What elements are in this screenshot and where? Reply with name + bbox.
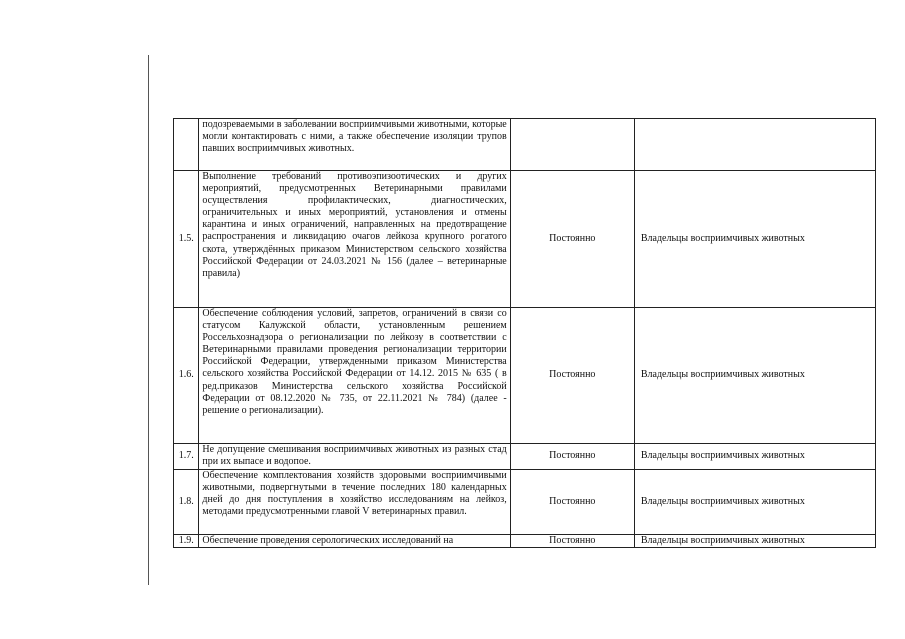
measure-text: подозреваемыми в заболевании восприимчивыми животными, которые могли контактировать с ними, а также обеспечение изоляции трупов павших восприимчивых животных. <box>199 119 510 171</box>
measure-text: Обеспечение проведения серологических исследований на <box>199 535 510 548</box>
term-cell: Постоянно <box>510 470 634 535</box>
row-number: 1.6. <box>174 308 199 444</box>
table-row <box>174 308 876 444</box>
row-number: 1.5. <box>174 171 199 308</box>
term-cell: Постоянно <box>510 444 634 470</box>
term-cell: Постоянно <box>510 171 634 308</box>
responsible-cell: Владельцы восприимчивых животных <box>634 308 875 444</box>
responsible-cell <box>634 119 875 171</box>
table-row <box>174 444 876 470</box>
measure-text: Обеспечение комплектования хозяйств здоровыми восприимчивыми животными, подвергнутыми в течение последних 180 календарных дней до дня поступления в хозяйство исследованиям на лейкоз, методами предусмотренными главой V ветеринарных правил. <box>199 470 510 535</box>
row-number: 1.8. <box>174 470 199 535</box>
term-cell: Постоянно <box>510 535 634 548</box>
table-row <box>174 171 876 308</box>
term-cell: Постоянно <box>510 308 634 444</box>
responsible-cell: Владельцы восприимчивых животных <box>634 171 875 308</box>
row-number: 1.7. <box>174 444 199 470</box>
row-number <box>174 119 199 171</box>
measure-text: Не допущение смешивания восприимчивых животных из разных стад при их выпасе и водопое. <box>199 444 510 470</box>
responsible-cell: Владельцы восприимчивых животных <box>634 470 875 535</box>
measure-text: Обеспечение соблюдения условий, запретов, ограничений в связи со статусом Калужской области, установленным решением Россельхознадзора о регионализации по лейкозу в соответствии с Ветеринарными правилами проведения регионализации территории Российской Федерации, утвержденными приказом Министерства сельского хозяйства Российской Федерации от 14.12. 2015 № 635 ( в ред.приказов Министерства сельского хозяйства Российской Федерации от 08.12.2020 № 735, от 22.11.2021 № 784) (далее - решение о регионализации). <box>199 308 510 444</box>
measure-text: Выполнение требований противоэпизоотических и других мероприятий, предусмотренных Ветеринарными правилами осуществления профилактических, диагностических, ограничительных и иных мероприятий, установления и отмены карантина и иных ограничений, направленных на предотвращение распространения и ликвидацию очагов лейкоза крупного рогатого скота, утверждённых приказом Министерством сельского хозяйства Российской Федерации от 24.03.2021 № 156 (далее – ветеринарные правила) <box>199 171 510 308</box>
table-row <box>174 470 876 535</box>
responsible-cell: Владельцы восприимчивых животных <box>634 535 875 548</box>
table-row <box>174 119 876 171</box>
measures-table <box>173 118 876 548</box>
responsible-cell: Владельцы восприимчивых животных <box>634 444 875 470</box>
table-row <box>174 535 876 548</box>
row-number: 1.9. <box>174 535 199 548</box>
page-margin-line <box>148 55 149 585</box>
term-cell <box>510 119 634 171</box>
